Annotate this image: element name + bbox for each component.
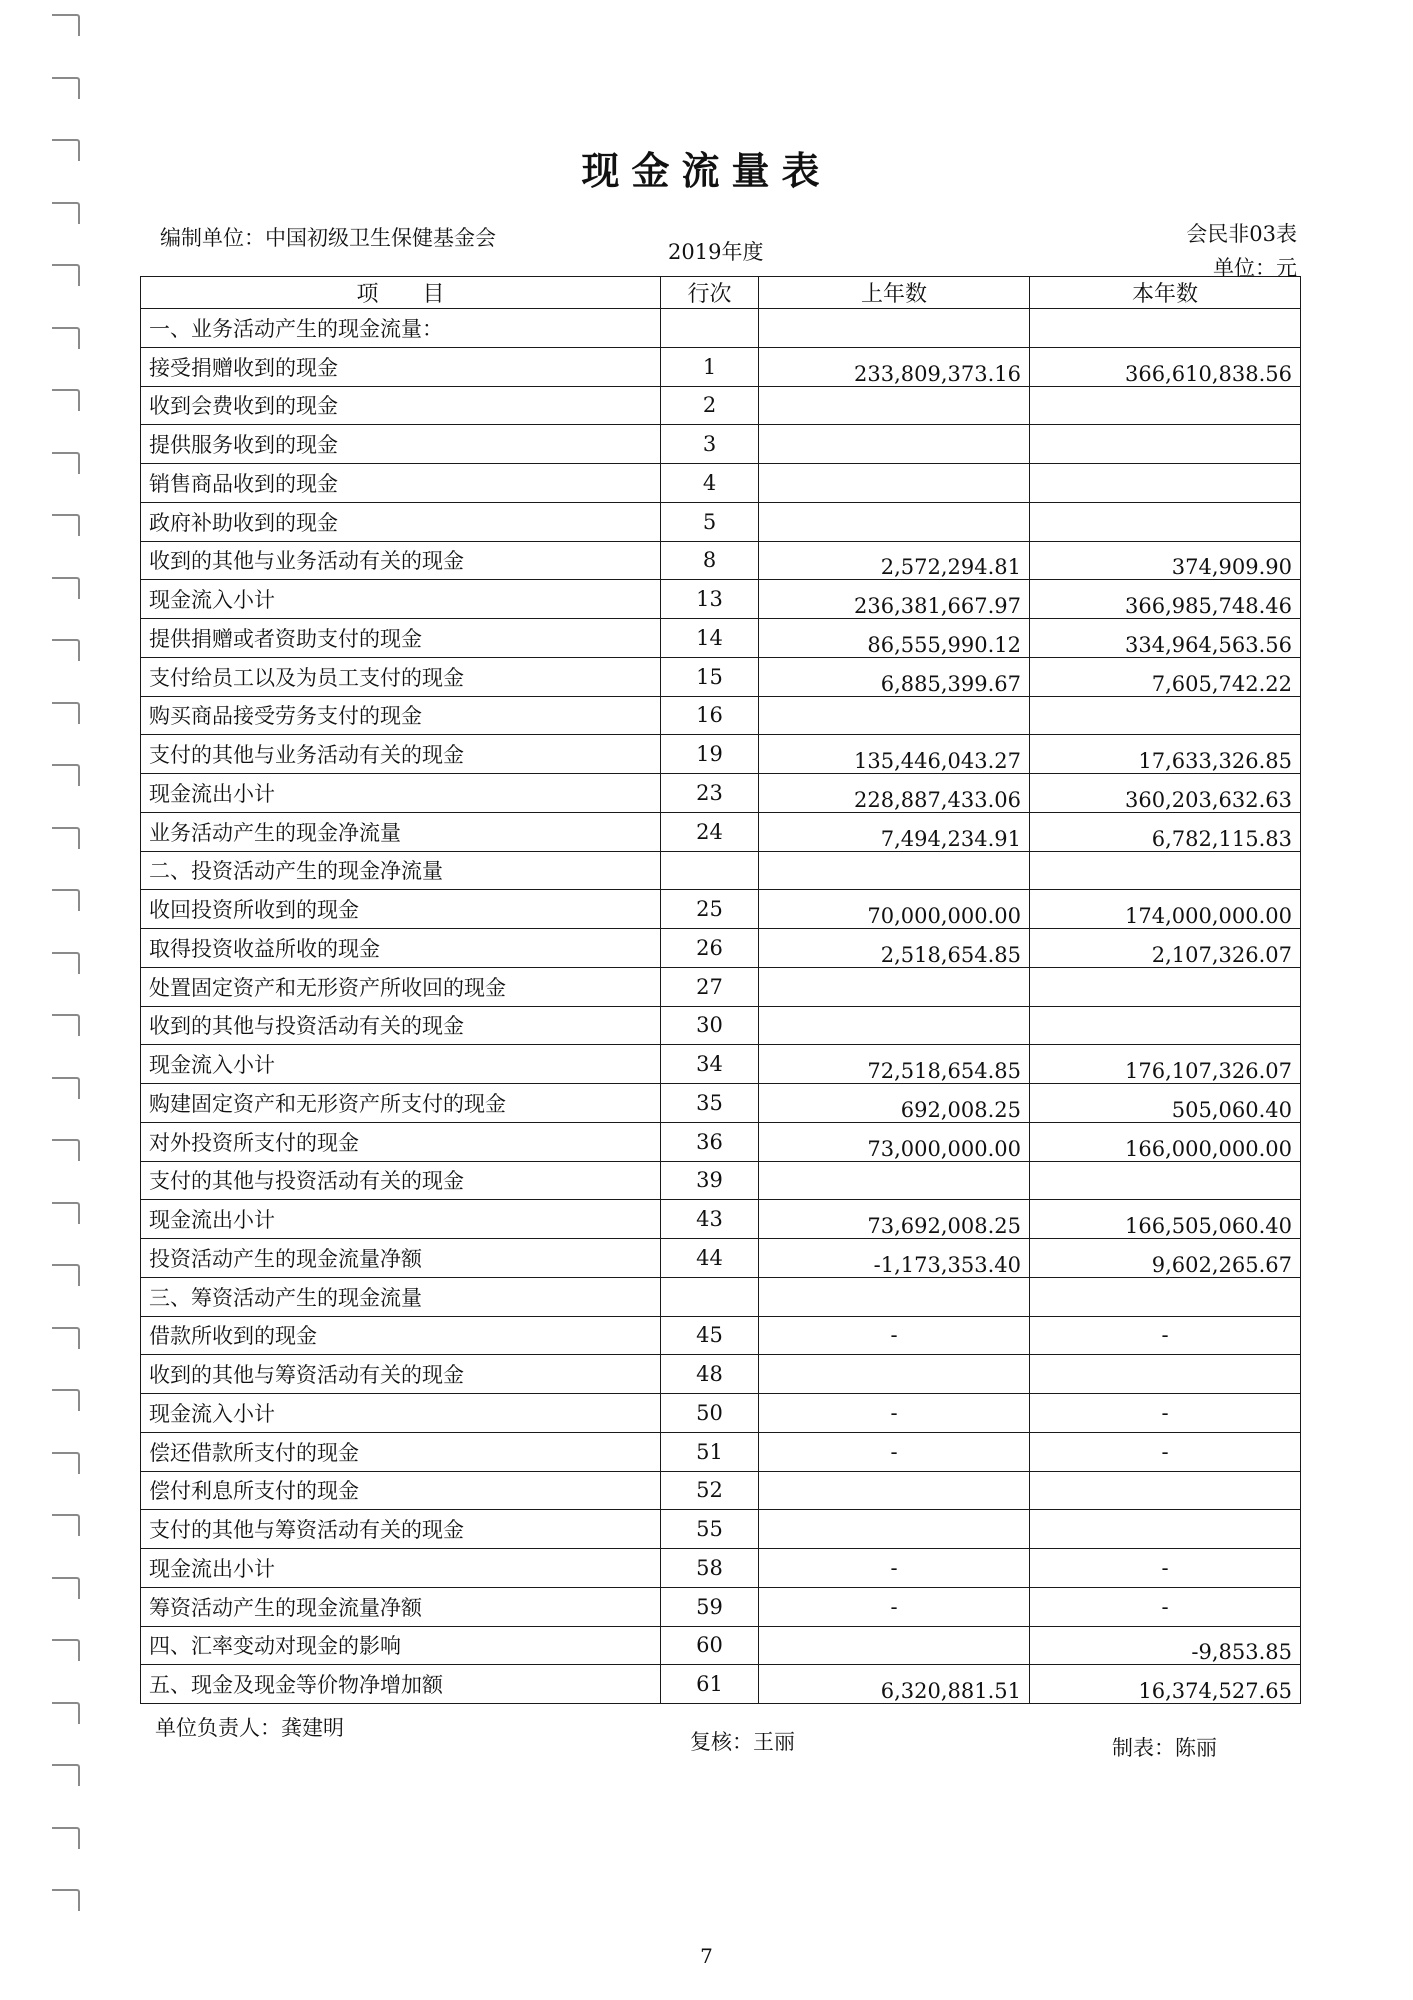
row-current-year-cell — [1030, 1006, 1301, 1045]
row-prior-year-cell: 236,381,667.97 — [759, 580, 1030, 619]
row-item-cell: 五、现金及现金等价物净增加额 — [141, 1665, 661, 1704]
row-item-cell: 接受捐赠收到的现金 — [141, 347, 661, 386]
binder-hole-mark — [52, 202, 80, 224]
binder-hole-mark — [52, 1452, 80, 1474]
binder-hole-mark — [52, 452, 80, 474]
row-item-cell: 现金流入小计 — [141, 1045, 661, 1084]
binder-hole-mark — [52, 1577, 80, 1599]
row-line-no-cell: 26 — [661, 929, 759, 968]
row-prior-year-cell — [759, 464, 1030, 503]
row-line-no-cell: 23 — [661, 774, 759, 813]
row-current-year-cell — [1030, 1161, 1301, 1200]
table-row — [141, 967, 1301, 1006]
binder-hole-mark — [52, 389, 80, 411]
table-row — [141, 812, 1301, 851]
row-line-no-cell: 58 — [661, 1549, 759, 1588]
binder-hole-mark — [52, 1077, 80, 1099]
row-current-year-cell: - — [1030, 1549, 1301, 1588]
table-row — [141, 1432, 1301, 1471]
table-header-row — [141, 277, 1301, 309]
row-current-year-cell — [1030, 386, 1301, 425]
row-current-year-cell: 334,964,563.56 — [1030, 619, 1301, 658]
row-line-no-cell: 15 — [661, 657, 759, 696]
row-prior-year-cell — [759, 502, 1030, 541]
row-prior-year-cell — [759, 1355, 1030, 1394]
row-prior-year-cell: 7,494,234.91 — [759, 812, 1030, 851]
row-current-year-cell: 17,633,326.85 — [1030, 735, 1301, 774]
row-line-no-cell: 59 — [661, 1587, 759, 1626]
row-prior-year-cell: - — [759, 1587, 1030, 1626]
row-prior-year-cell — [759, 1471, 1030, 1510]
binder-hole-mark — [52, 1764, 80, 1786]
row-prior-year-cell: 70,000,000.00 — [759, 890, 1030, 929]
row-item-cell: 收到会费收到的现金 — [141, 386, 661, 425]
binder-marks — [52, 0, 92, 2000]
row-item-cell: 提供捐赠或者资助支付的现金 — [141, 619, 661, 658]
row-prior-year-cell: 6,885,399.67 — [759, 657, 1030, 696]
row-prior-year-cell — [759, 851, 1030, 890]
binder-hole-mark — [52, 514, 80, 536]
table-row — [141, 309, 1301, 348]
table-row — [141, 1626, 1301, 1665]
binder-hole-mark — [52, 264, 80, 286]
row-current-year-cell — [1030, 1471, 1301, 1510]
table-row — [141, 1394, 1301, 1433]
row-current-year-cell: 366,610,838.56 — [1030, 347, 1301, 386]
row-prior-year-cell: 73,692,008.25 — [759, 1200, 1030, 1239]
row-item-cell: 二、投资活动产生的现金净流量 — [141, 851, 661, 890]
table-row — [141, 735, 1301, 774]
preparer: 制表：陈丽 — [1112, 1736, 1217, 1760]
row-prior-year-cell — [759, 425, 1030, 464]
row-prior-year-cell: 73,000,000.00 — [759, 1122, 1030, 1161]
table-row — [141, 657, 1301, 696]
binder-hole-mark — [52, 1889, 80, 1911]
row-item-cell: 支付的其他与投资活动有关的现金 — [141, 1161, 661, 1200]
row-line-no-cell: 60 — [661, 1626, 759, 1665]
binder-hole-mark — [52, 577, 80, 599]
row-prior-year-cell — [759, 309, 1030, 348]
row-line-no-cell: 44 — [661, 1239, 759, 1278]
row-prior-year-cell: 692,008.25 — [759, 1084, 1030, 1123]
table-row — [141, 1200, 1301, 1239]
row-line-no-cell: 51 — [661, 1432, 759, 1471]
binder-hole-mark — [52, 1639, 80, 1661]
row-item-cell: 提供服务收到的现金 — [141, 425, 661, 464]
row-item-cell: 政府补助收到的现金 — [141, 502, 661, 541]
row-current-year-cell: 176,107,326.07 — [1030, 1045, 1301, 1084]
row-line-no-cell: 27 — [661, 967, 759, 1006]
row-prior-year-cell — [759, 1277, 1030, 1316]
row-line-no-cell: 43 — [661, 1200, 759, 1239]
row-line-no-cell: 48 — [661, 1355, 759, 1394]
table-row — [141, 890, 1301, 929]
table-row — [141, 1122, 1301, 1161]
row-current-year-cell: 2,107,326.07 — [1030, 929, 1301, 968]
row-line-no-cell: 19 — [661, 735, 759, 774]
row-item-cell: 取得投资收益所收的现金 — [141, 929, 661, 968]
row-prior-year-cell: -1,173,353.40 — [759, 1239, 1030, 1278]
binder-hole-mark — [52, 1202, 80, 1224]
row-line-no-cell: 5 — [661, 502, 759, 541]
cash-flow-table — [140, 276, 1301, 1704]
row-item-cell: 四、汇率变动对现金的影响 — [141, 1626, 661, 1665]
binder-hole-mark — [52, 1702, 80, 1724]
row-prior-year-cell: 86,555,990.12 — [759, 619, 1030, 658]
row-current-year-cell: 174,000,000.00 — [1030, 890, 1301, 929]
row-prior-year-cell — [759, 1510, 1030, 1549]
row-line-no-cell: 25 — [661, 890, 759, 929]
table-row — [141, 1510, 1301, 1549]
binder-hole-mark — [52, 639, 80, 661]
row-line-no-cell: 52 — [661, 1471, 759, 1510]
table-row — [141, 1161, 1301, 1200]
row-prior-year-cell: 233,809,373.16 — [759, 347, 1030, 386]
table-row — [141, 619, 1301, 658]
header-item: 项 目 — [141, 277, 661, 309]
row-item-cell: 偿还借款所支付的现金 — [141, 1432, 661, 1471]
binder-hole-mark — [52, 952, 80, 974]
binder-hole-mark — [52, 764, 80, 786]
row-current-year-cell: 374,909.90 — [1030, 541, 1301, 580]
row-line-no-cell — [661, 851, 759, 890]
table-row — [141, 1665, 1301, 1704]
row-prior-year-cell — [759, 1006, 1030, 1045]
row-item-cell: 销售商品收到的现金 — [141, 464, 661, 503]
row-item-cell: 三、筹资活动产生的现金流量 — [141, 1277, 661, 1316]
row-line-no-cell: 13 — [661, 580, 759, 619]
row-item-cell: 支付的其他与业务活动有关的现金 — [141, 735, 661, 774]
row-line-no-cell: 35 — [661, 1084, 759, 1123]
responsible-person: 单位负责人：龚建明 — [155, 1716, 344, 1740]
header-current-year: 本年数 — [1030, 277, 1301, 309]
row-prior-year-cell: 2,518,654.85 — [759, 929, 1030, 968]
row-item-cell: 借款所收到的现金 — [141, 1316, 661, 1355]
row-item-cell: 收到的其他与筹资活动有关的现金 — [141, 1355, 661, 1394]
row-line-no-cell: 30 — [661, 1006, 759, 1045]
row-item-cell: 购买商品接受劳务支付的现金 — [141, 696, 661, 735]
reviewer: 复核：王丽 — [690, 1730, 795, 1754]
row-item-cell: 投资活动产生的现金流量净额 — [141, 1239, 661, 1278]
table-row — [141, 386, 1301, 425]
row-current-year-cell — [1030, 1355, 1301, 1394]
row-item-cell: 筹资活动产生的现金流量净额 — [141, 1587, 661, 1626]
table-row — [141, 929, 1301, 968]
binder-hole-mark — [52, 827, 80, 849]
table-row — [141, 464, 1301, 503]
row-line-no-cell: 50 — [661, 1394, 759, 1433]
form-number: 会民非03表 — [1186, 222, 1297, 246]
row-item-cell: 收到的其他与业务活动有关的现金 — [141, 541, 661, 580]
binder-hole-mark — [52, 14, 80, 36]
binder-hole-mark — [52, 1514, 80, 1536]
row-item-cell: 现金流出小计 — [141, 1200, 661, 1239]
row-prior-year-cell: - — [759, 1432, 1030, 1471]
row-prior-year-cell — [759, 386, 1030, 425]
row-prior-year-cell — [759, 967, 1030, 1006]
table-row — [141, 1471, 1301, 1510]
row-item-cell: 支付的其他与筹资活动有关的现金 — [141, 1510, 661, 1549]
row-line-no-cell: 16 — [661, 696, 759, 735]
row-line-no-cell — [661, 1277, 759, 1316]
row-current-year-cell: 7,605,742.22 — [1030, 657, 1301, 696]
row-current-year-cell — [1030, 1277, 1301, 1316]
row-current-year-cell: - — [1030, 1587, 1301, 1626]
row-item-cell: 收回投资所收到的现金 — [141, 890, 661, 929]
table-row — [141, 1277, 1301, 1316]
row-item-cell: 现金流出小计 — [141, 1549, 661, 1588]
row-prior-year-cell: 72,518,654.85 — [759, 1045, 1030, 1084]
table-row — [141, 1239, 1301, 1278]
row-item-cell: 现金流入小计 — [141, 1394, 661, 1433]
binder-hole-mark — [52, 702, 80, 724]
row-line-no-cell: 55 — [661, 1510, 759, 1549]
row-current-year-cell: 6,782,115.83 — [1030, 812, 1301, 851]
binder-hole-mark — [52, 889, 80, 911]
row-item-cell: 现金流出小计 — [141, 774, 661, 813]
table-row — [141, 541, 1301, 580]
row-line-no-cell: 2 — [661, 386, 759, 425]
row-current-year-cell: 360,203,632.63 — [1030, 774, 1301, 813]
table-row — [141, 1006, 1301, 1045]
row-current-year-cell — [1030, 502, 1301, 541]
row-current-year-cell: - — [1030, 1432, 1301, 1471]
binder-hole-mark — [52, 327, 80, 349]
row-current-year-cell: - — [1030, 1394, 1301, 1433]
row-line-no-cell: 1 — [661, 347, 759, 386]
row-prior-year-cell — [759, 1626, 1030, 1665]
row-line-no-cell: 61 — [661, 1665, 759, 1704]
row-current-year-cell: 166,505,060.40 — [1030, 1200, 1301, 1239]
row-item-cell: 购建固定资产和无形资产所支付的现金 — [141, 1084, 661, 1123]
row-line-no-cell: 14 — [661, 619, 759, 658]
page-title: 现金流量表 — [581, 149, 832, 193]
table-row — [141, 696, 1301, 735]
table-row — [141, 502, 1301, 541]
row-current-year-cell — [1030, 1510, 1301, 1549]
binder-hole-mark — [52, 1264, 80, 1286]
binder-hole-mark — [52, 77, 80, 99]
table-body — [141, 309, 1301, 1704]
binder-hole-mark — [52, 1327, 80, 1349]
report-year: 2019年度 — [668, 240, 764, 264]
row-current-year-cell — [1030, 425, 1301, 464]
row-current-year-cell — [1030, 967, 1301, 1006]
table-row — [141, 1084, 1301, 1123]
row-current-year-cell — [1030, 464, 1301, 503]
binder-hole-mark — [52, 1139, 80, 1161]
row-current-year-cell: - — [1030, 1316, 1301, 1355]
table-row — [141, 347, 1301, 386]
row-item-cell: 现金流入小计 — [141, 580, 661, 619]
row-current-year-cell — [1030, 696, 1301, 735]
row-line-no-cell — [661, 309, 759, 348]
table-row — [141, 1316, 1301, 1355]
row-prior-year-cell: 135,446,043.27 — [759, 735, 1030, 774]
header-prior-year: 上年数 — [759, 277, 1030, 309]
row-line-no-cell: 24 — [661, 812, 759, 851]
row-prior-year-cell: 6,320,881.51 — [759, 1665, 1030, 1704]
row-item-cell: 偿付利息所支付的现金 — [141, 1471, 661, 1510]
binder-hole-mark — [52, 1827, 80, 1849]
row-item-cell: 处置固定资产和无形资产所收回的现金 — [141, 967, 661, 1006]
preparing-organization: 编制单位：中国初级卫生保健基金会 — [160, 226, 496, 250]
row-current-year-cell: 16,374,527.65 — [1030, 1665, 1301, 1704]
row-prior-year-cell: 228,887,433.06 — [759, 774, 1030, 813]
table-row — [141, 1355, 1301, 1394]
table-row — [141, 580, 1301, 619]
row-prior-year-cell: - — [759, 1549, 1030, 1588]
row-prior-year-cell: - — [759, 1394, 1030, 1433]
row-item-cell: 支付给员工以及为员工支付的现金 — [141, 657, 661, 696]
row-item-cell: 一、业务活动产生的现金流量： — [141, 309, 661, 348]
table-row — [141, 851, 1301, 890]
row-item-cell: 收到的其他与投资活动有关的现金 — [141, 1006, 661, 1045]
row-current-year-cell: -9,853.85 — [1030, 1626, 1301, 1665]
row-line-no-cell: 45 — [661, 1316, 759, 1355]
page-number: 7 — [700, 1944, 713, 1968]
row-prior-year-cell — [759, 696, 1030, 735]
row-line-no-cell: 39 — [661, 1161, 759, 1200]
table-row — [141, 1045, 1301, 1084]
row-prior-year-cell — [759, 1161, 1030, 1200]
table-row — [141, 1587, 1301, 1626]
row-current-year-cell: 166,000,000.00 — [1030, 1122, 1301, 1161]
row-line-no-cell: 3 — [661, 425, 759, 464]
row-current-year-cell: 505,060.40 — [1030, 1084, 1301, 1123]
row-item-cell: 业务活动产生的现金净流量 — [141, 812, 661, 851]
row-line-no-cell: 4 — [661, 464, 759, 503]
table-row — [141, 774, 1301, 813]
row-current-year-cell: 366,985,748.46 — [1030, 580, 1301, 619]
row-prior-year-cell: 2,572,294.81 — [759, 541, 1030, 580]
row-current-year-cell — [1030, 309, 1301, 348]
row-line-no-cell: 36 — [661, 1122, 759, 1161]
table-row — [141, 1549, 1301, 1588]
currency-unit: 单位：元 — [1213, 256, 1297, 280]
row-line-no-cell: 8 — [661, 541, 759, 580]
row-current-year-cell: 9,602,265.67 — [1030, 1239, 1301, 1278]
row-current-year-cell — [1030, 851, 1301, 890]
row-item-cell: 对外投资所支付的现金 — [141, 1122, 661, 1161]
table-row — [141, 425, 1301, 464]
binder-hole-mark — [52, 1014, 80, 1036]
row-prior-year-cell: - — [759, 1316, 1030, 1355]
binder-hole-mark — [52, 1389, 80, 1411]
header-line-no: 行次 — [661, 277, 759, 309]
row-line-no-cell: 34 — [661, 1045, 759, 1084]
